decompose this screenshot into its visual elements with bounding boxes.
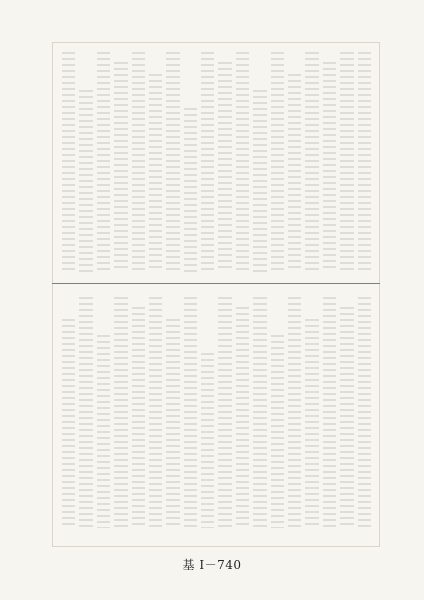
- upper-column-4: [305, 52, 318, 272]
- lower-vertical-columns: [62, 297, 371, 528]
- upper-column-5: [288, 74, 301, 272]
- upper-vertical-columns: [62, 52, 371, 272]
- lower-column-7: [253, 297, 266, 528]
- lower-column-17: [79, 297, 92, 528]
- upper-text-block: [62, 52, 371, 272]
- upper-column-6: [271, 52, 284, 272]
- upper-column-14: [132, 52, 145, 272]
- upper-column-17: [79, 90, 92, 272]
- upper-column-1: [358, 52, 371, 272]
- upper-column-8: [236, 52, 249, 272]
- upper-column-9: [218, 62, 231, 272]
- upper-column-10: [201, 52, 214, 272]
- lower-column-6: [271, 335, 284, 528]
- lower-column-3: [323, 297, 336, 528]
- lower-column-15: [114, 297, 127, 528]
- upper-column-18: [62, 52, 75, 272]
- lower-column-9: [218, 297, 231, 528]
- lower-column-1: [358, 297, 371, 528]
- lower-column-16: [97, 335, 110, 528]
- section-divider: [52, 283, 380, 284]
- upper-column-7: [253, 90, 266, 272]
- upper-column-11: [184, 108, 197, 272]
- page-folio: 基 I－740: [182, 558, 242, 572]
- lower-text-block: [62, 297, 371, 528]
- lower-column-18: [62, 319, 75, 528]
- upper-column-15: [114, 62, 127, 272]
- lower-column-12: [166, 319, 179, 528]
- upper-column-2: [340, 52, 353, 272]
- upper-column-13: [149, 74, 162, 272]
- upper-column-3: [323, 62, 336, 272]
- lower-column-8: [236, 307, 249, 528]
- upper-column-12: [166, 52, 179, 272]
- lower-column-11: [184, 297, 197, 528]
- lower-column-2: [340, 307, 353, 528]
- lower-column-10: [201, 353, 214, 528]
- lower-column-5: [288, 297, 301, 528]
- lower-column-14: [132, 307, 145, 528]
- upper-column-16: [97, 52, 110, 272]
- lower-column-13: [149, 297, 162, 528]
- lower-column-4: [305, 319, 318, 528]
